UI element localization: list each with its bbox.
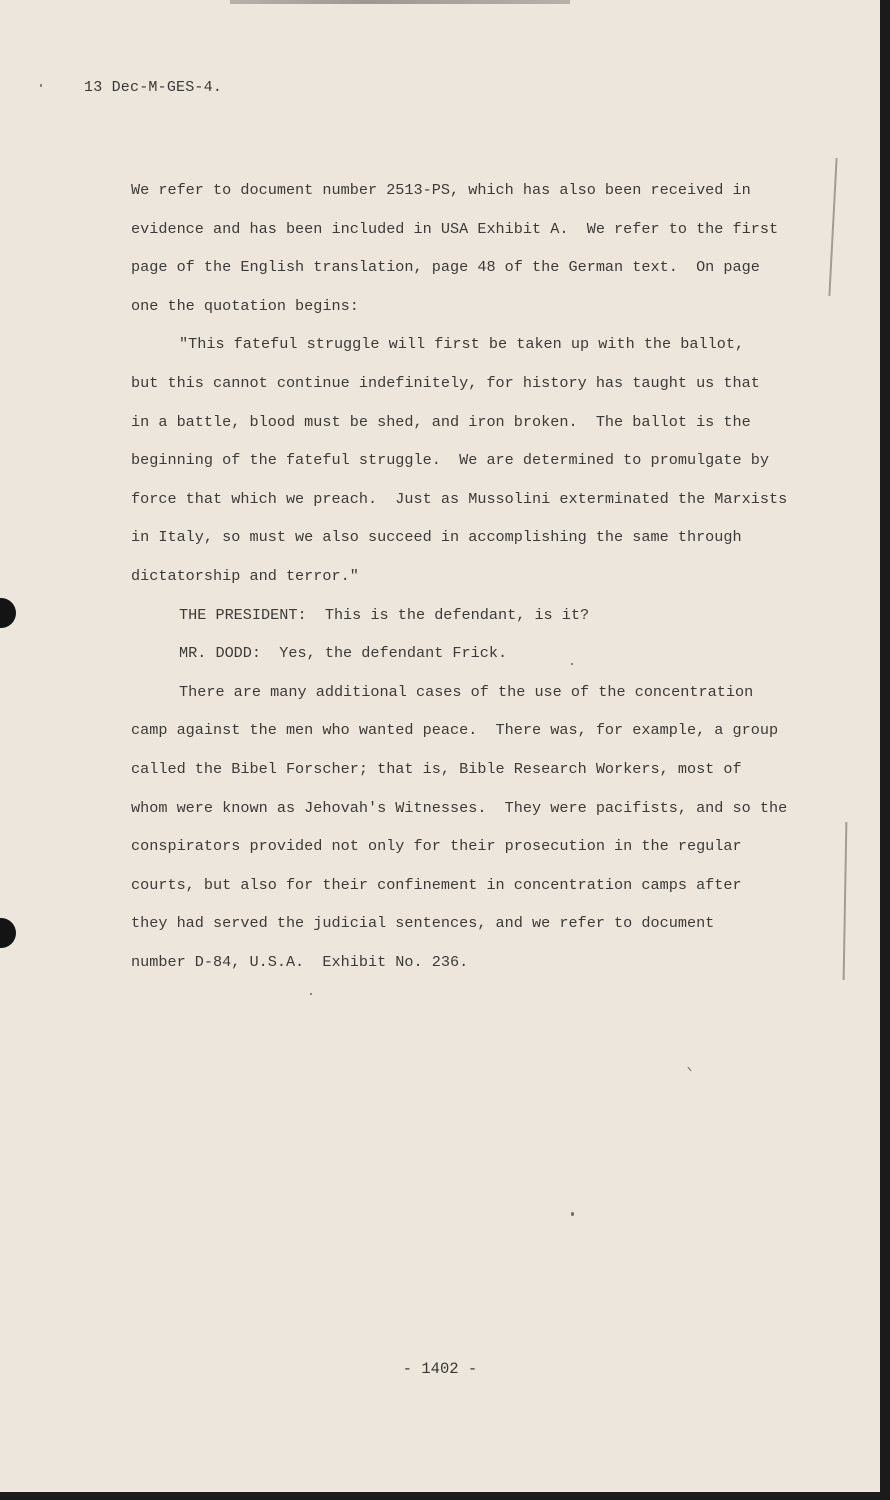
paper-speck — [310, 993, 312, 995]
binding-hole — [0, 918, 16, 948]
quote-line: in a battle, blood must be shed, and iron broken. The ballot is the — [131, 412, 751, 431]
text-line: There are many additional cases of the use of the concentration — [179, 682, 754, 701]
quote-line: in Italy, so must we also succeed in accomplishing the same through — [131, 528, 742, 547]
text-line: page of the English translation, page 48 of the German text. On page — [131, 258, 760, 277]
quote-line: dictatorship and terror." — [131, 566, 359, 585]
speaker-line-president: THE PRESIDENT: This is the defendant, is it? — [179, 605, 590, 624]
text-line: conspirators provided not only for their prosecution in the regular — [131, 837, 742, 856]
quote-line: force that which we preach. Just as Mussolini exterminated the Marxists — [131, 489, 788, 508]
page-header-code: 13 Dec-M-GES-4. — [84, 79, 223, 96]
text-line: one the quotation begins: — [131, 296, 359, 315]
text-line: courts, but also for their confinement in concentration camps after — [131, 875, 742, 894]
paper-speck — [687, 1066, 692, 1071]
text-line: camp against the men who wanted peace. There was, for example, a group — [131, 721, 779, 740]
paper-speck — [571, 1212, 574, 1216]
margin-mark — [40, 84, 42, 87]
quote-line: "This fateful struggle will first be taken up with the ballot, — [179, 335, 745, 354]
transcript-body — [131, 171, 831, 981]
text-line: called the Bibel Forscher; that is, Bible Research Workers, most of — [131, 759, 742, 778]
top-edge-shadow — [230, 0, 570, 4]
text-line: whom were known as Jehovah's Witnesses. They were pacifists, and so the — [131, 798, 788, 817]
quote-line: but this cannot continue indefinitely, for history has taught us that — [131, 373, 760, 392]
text-line: evidence and has been included in USA Exhibit A. We refer to the first — [131, 219, 779, 238]
text-line: We refer to document number 2513-PS, which has also been received in — [131, 181, 751, 199]
speaker-line-dodd: MR. DODD: Yes, the defendant Frick. — [179, 644, 508, 663]
margin-pencil-line — [843, 822, 847, 980]
quote-line: beginning of the fateful struggle. We are determined to promulgate by — [131, 451, 769, 470]
text-line: number D-84, U.S.A. Exhibit No. 236. — [131, 952, 469, 971]
page-number: - 1402 - — [402, 1360, 478, 1378]
text-line: they had served the judicial sentences, and we refer to document — [131, 914, 715, 933]
paper-speck — [571, 663, 573, 665]
binding-hole — [0, 598, 16, 628]
